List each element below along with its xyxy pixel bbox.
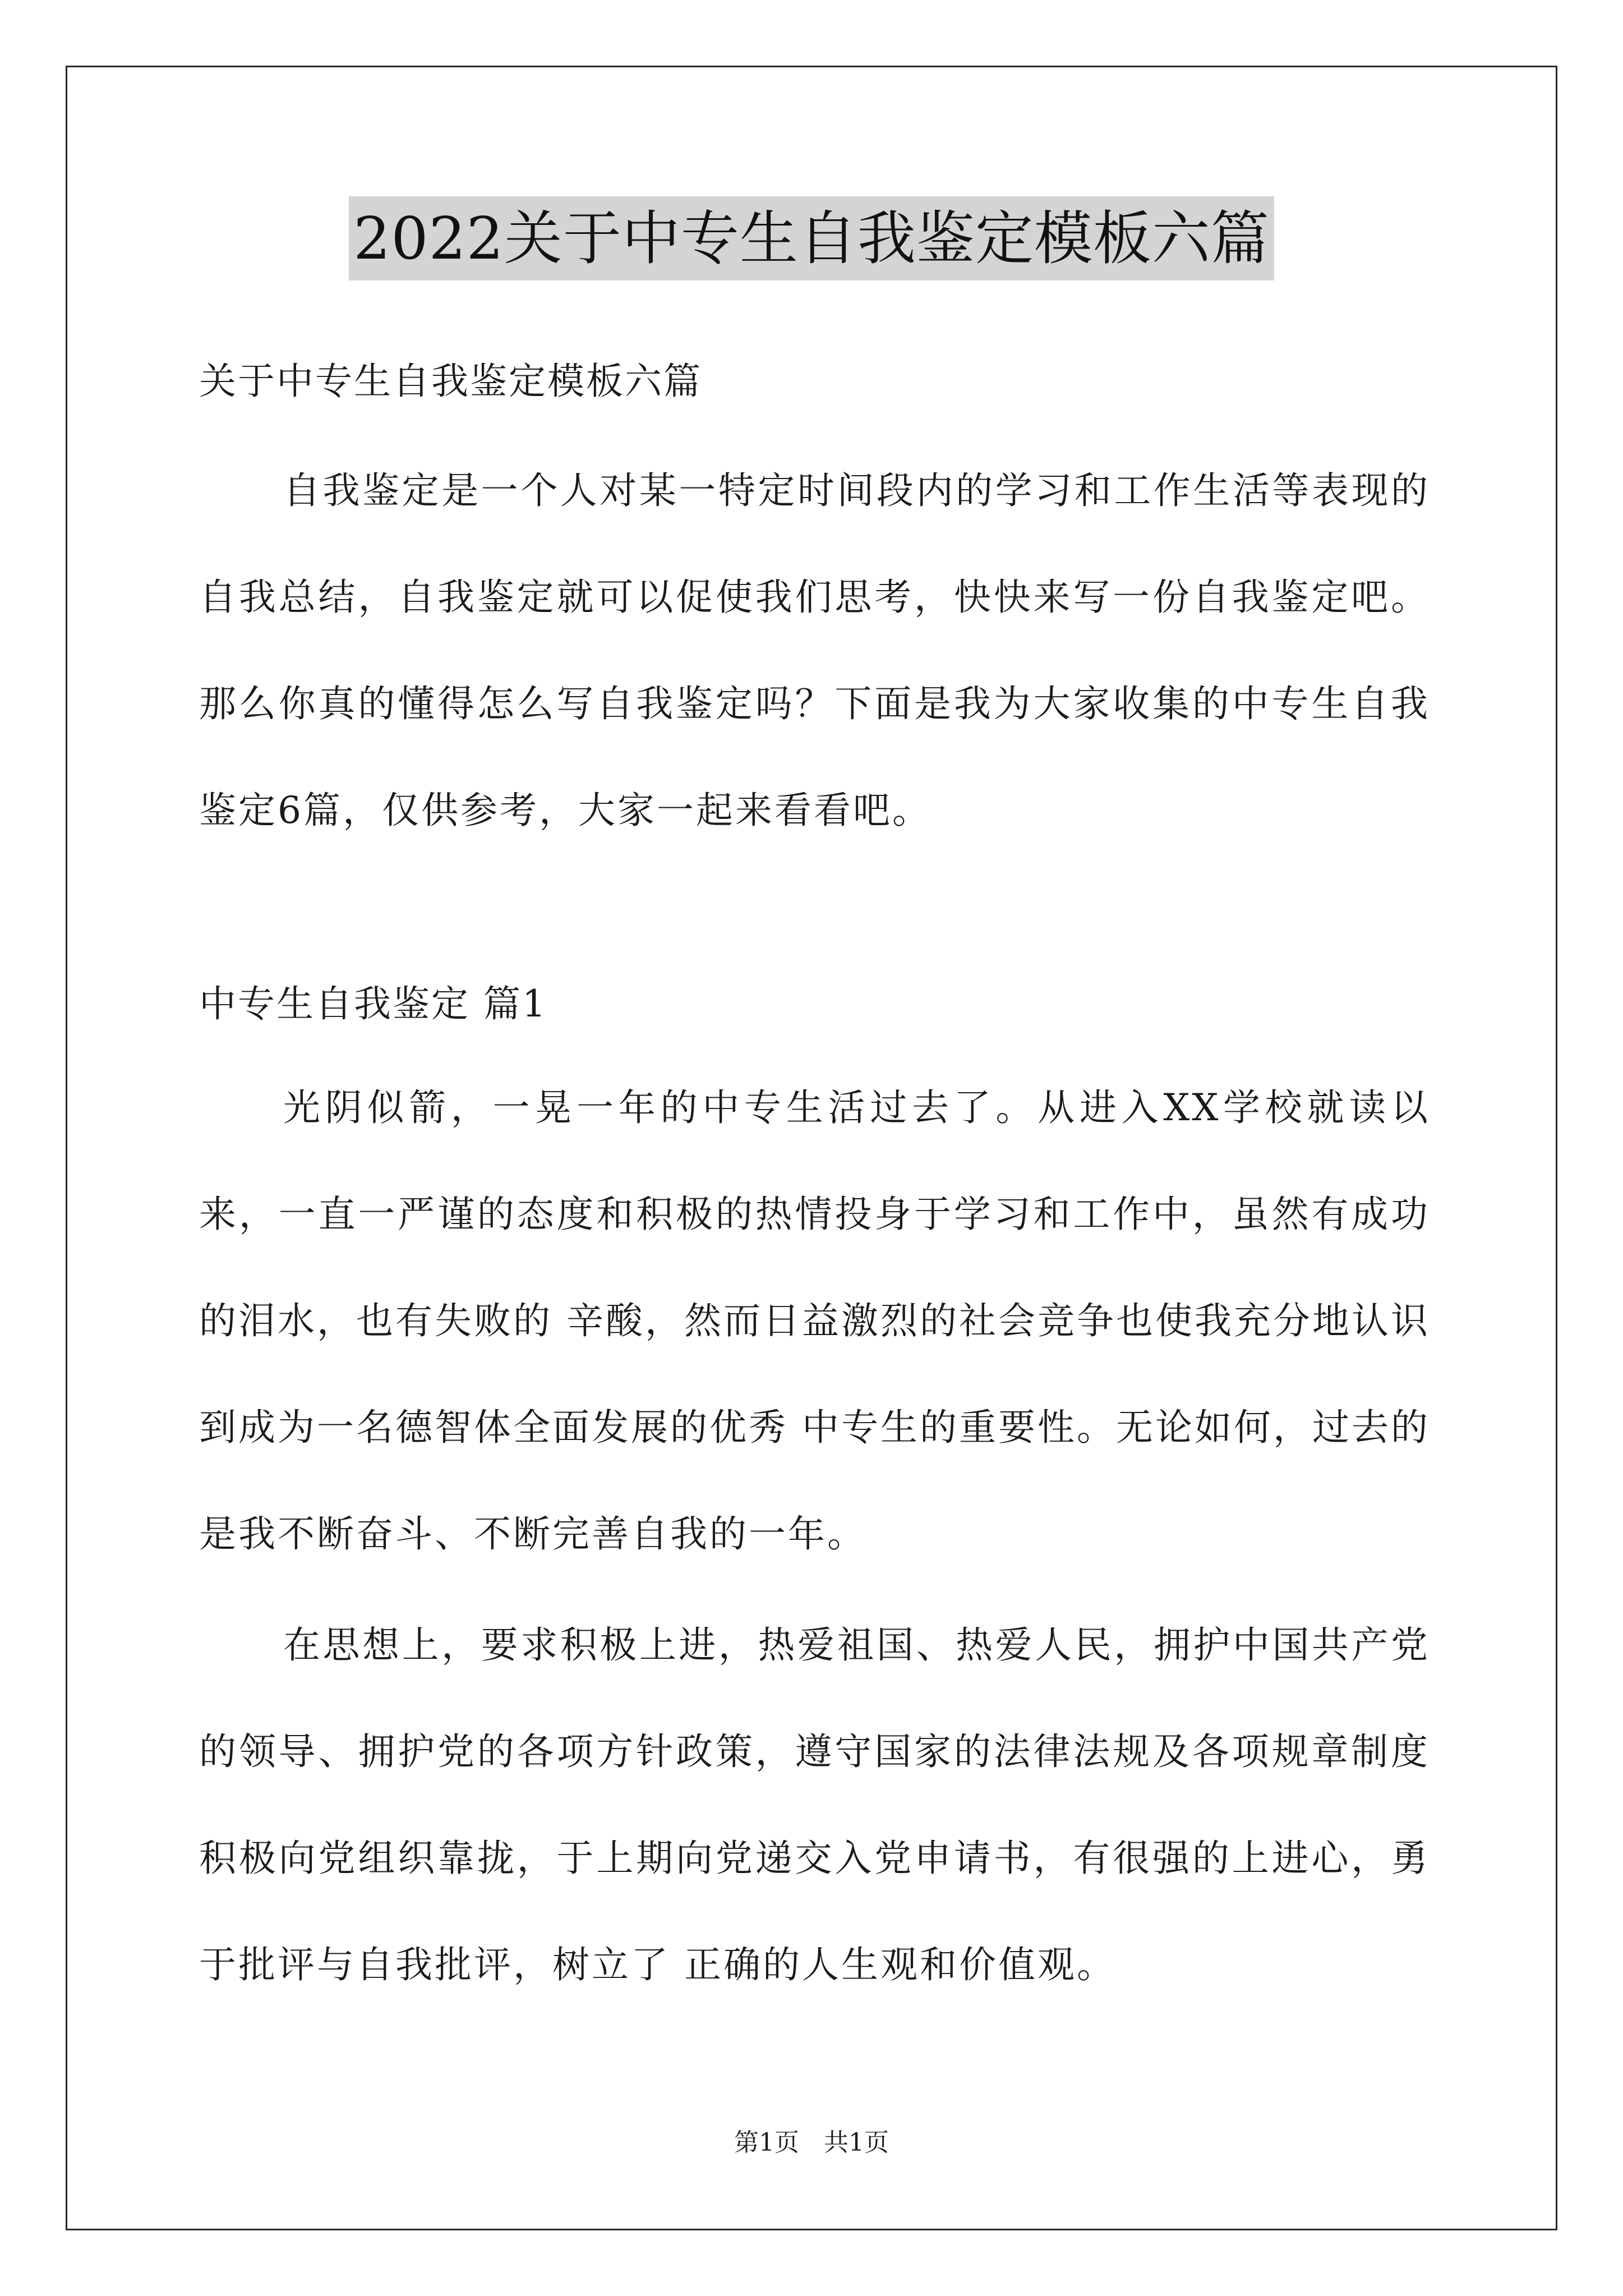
intro-paragraph: 自我鉴定是一个人对某一特定时间段内的学习和工作生活等表现的自我总结，自我鉴定就可以促使我们思考，快快来写一份自我鉴定吧。那么你真的懂得怎么写自我鉴定吗？下面是我为大家收集的中专生自我鉴定6篇，仅供参考，大家一起来看看吧。: [199, 469, 1430, 832]
body-paragraph-2: 在思想上，要求积极上进，热爱祖国、热爱人民，拥护中国共产党的领导、拥护党的各项方针政策，遵守国家的法律法规及各项规章制度积极向党组织靠拢，于上期向党递交入党申请书，有很强的上进心，勇于批评与自我批评，树立了 正确的人生观和价值观。: [199, 1623, 1430, 1986]
document-title: 2022关于中专生自我鉴定模板六篇: [349, 196, 1274, 280]
title-container: [0, 196, 1623, 280]
page-number: 第1页: [734, 2128, 799, 2157]
section-heading: 中专生自我鉴定 篇1: [199, 982, 547, 1025]
page-total: 共1页: [824, 2128, 889, 2157]
document-subtitle: 关于中专生自我鉴定模板六篇: [199, 360, 702, 403]
document-body: [199, 348, 1430, 2018]
body-paragraph-1: 光阴似箭，一晃一年的中专生活过去了。从进入XX学校就读以来，一直一严谨的态度和积极的热情投身于学习和工作中，虽然有成功的泪水，也有失败的 辛酸，然而日益激烈的社会竞争也使我充分地认识到成为一名德智体全面发展的优秀 中专生的重要性。无论如何，过去的是我不断奋斗、不断完善自我的一年。: [199, 1086, 1430, 1556]
page-footer: [0, 2126, 1623, 2160]
